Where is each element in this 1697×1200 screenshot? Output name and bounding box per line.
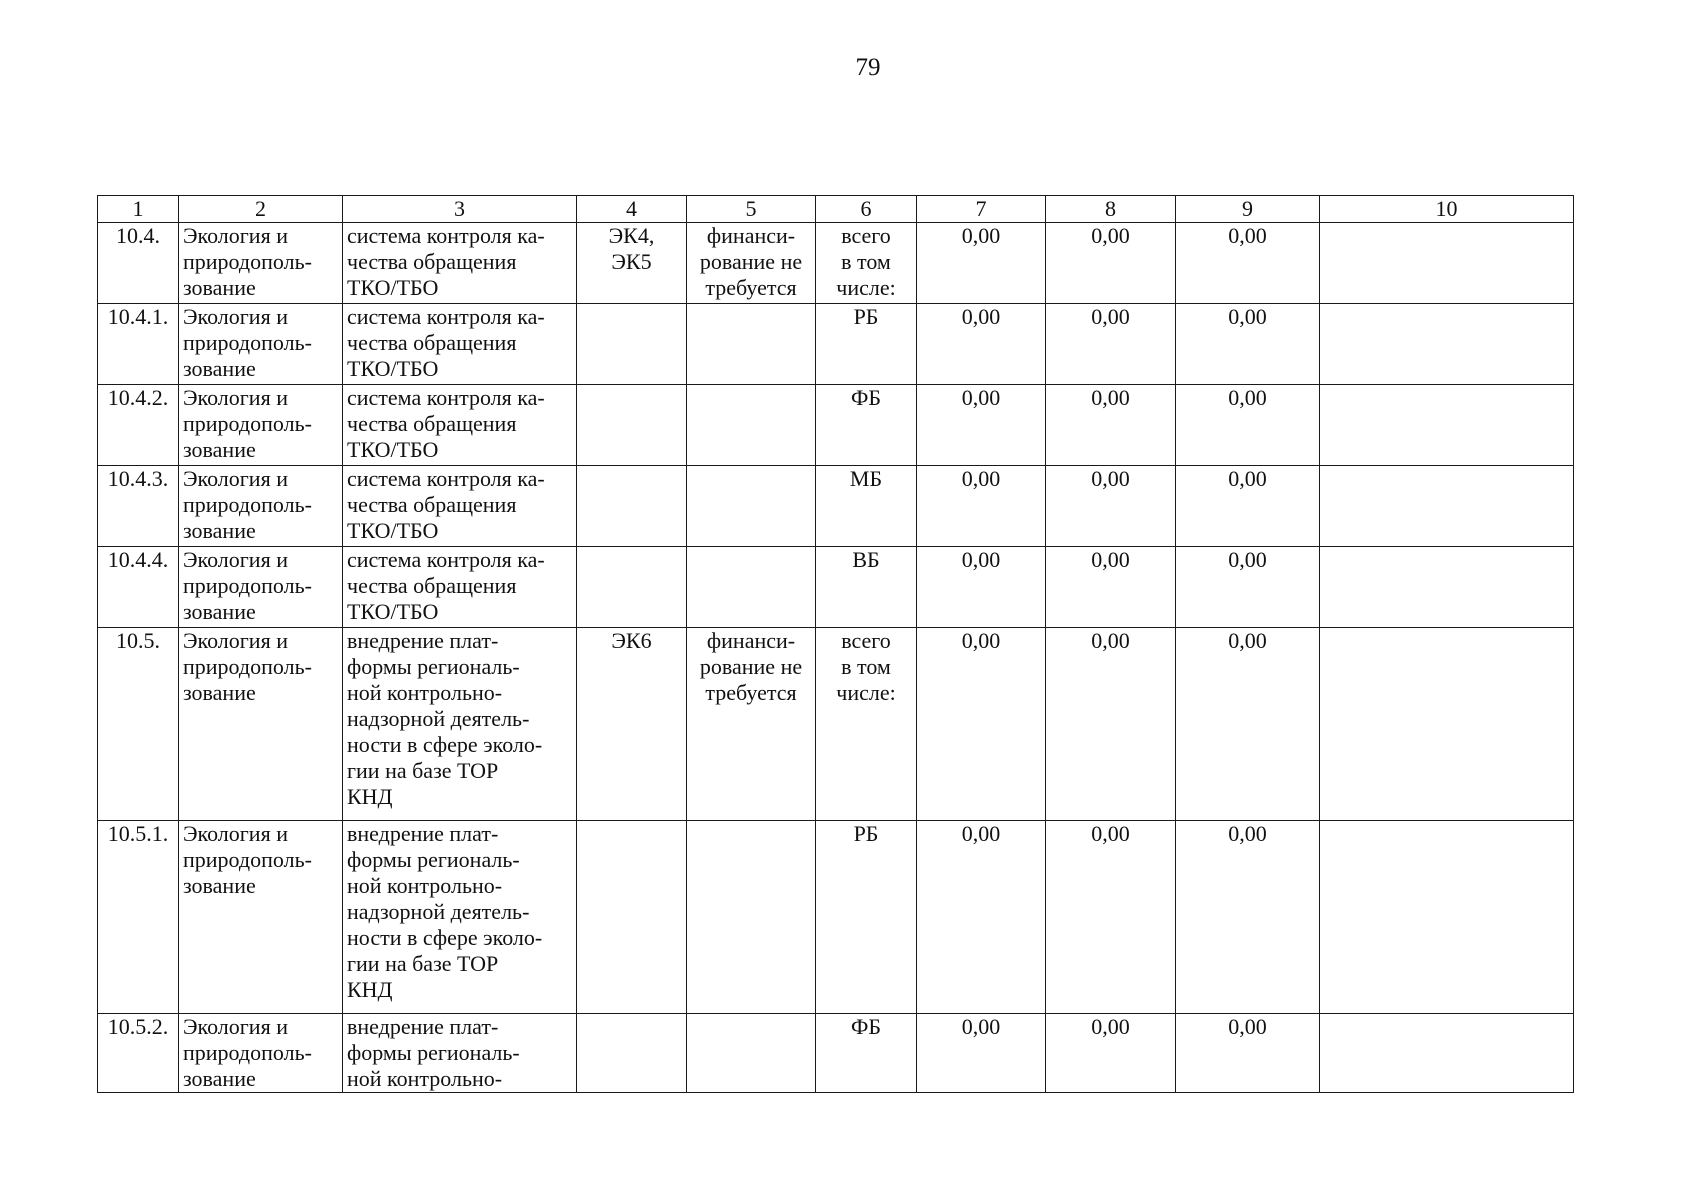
row-code (577, 547, 687, 628)
row-value-7: 0,00 (917, 821, 1046, 1014)
table-row (98, 223, 1574, 304)
row-value-7: 0,00 (917, 547, 1046, 628)
row-area: Экология и природополь- зование (179, 821, 343, 1014)
row-financing (687, 1014, 816, 1093)
row-number: 10.5. (98, 628, 179, 821)
row-value-8: 0,00 (1046, 1014, 1176, 1093)
row-measure: система контроля ка- чества обращения ТКО/ТБО (343, 304, 577, 385)
header-cell-2: 2 (179, 196, 343, 223)
row-area: Экология и природополь- зование (179, 385, 343, 466)
page-number: 79 (855, 54, 881, 81)
row-source: ФБ (816, 385, 917, 466)
table-row (98, 628, 1574, 821)
row-value-10 (1320, 304, 1574, 385)
header-cell-1: 1 (98, 196, 179, 223)
row-source: ВБ (816, 547, 917, 628)
row-source: РБ (816, 304, 917, 385)
row-area: Экология и природополь- зование (179, 628, 343, 821)
row-value-9: 0,00 (1176, 628, 1320, 821)
row-value-9: 0,00 (1176, 385, 1320, 466)
header-cell-5: 5 (687, 196, 816, 223)
row-value-8: 0,00 (1046, 821, 1176, 1014)
row-value-9: 0,00 (1176, 1014, 1320, 1093)
row-value-7: 0,00 (917, 628, 1046, 821)
row-measure: система контроля ка- чества обращения ТКО/ТБО (343, 385, 577, 466)
row-value-10 (1320, 1014, 1574, 1093)
row-number: 10.4. (98, 223, 179, 304)
header-cell-10: 10 (1320, 196, 1574, 223)
row-value-10 (1320, 223, 1574, 304)
row-measure: внедрение плат- формы региональ- ной контрольно- надзорной деятель- ности в сфере эколо- гии на базе ТОР КНД (343, 628, 577, 821)
row-code (577, 385, 687, 466)
row-area: Экология и природополь- зование (179, 304, 343, 385)
row-financing (687, 304, 816, 385)
row-value-10 (1320, 628, 1574, 821)
table-header-row (98, 196, 1574, 223)
row-value-10 (1320, 466, 1574, 547)
table-row (98, 385, 1574, 466)
table-row (98, 547, 1574, 628)
row-value-8: 0,00 (1046, 547, 1176, 628)
row-code (577, 304, 687, 385)
row-financing (687, 385, 816, 466)
row-value-10 (1320, 385, 1574, 466)
row-number: 10.4.3. (98, 466, 179, 547)
table-row (98, 466, 1574, 547)
row-number: 10.4.1. (98, 304, 179, 385)
row-code: ЭК6 (577, 628, 687, 821)
row-value-8: 0,00 (1046, 304, 1176, 385)
row-area: Экология и природополь- зование (179, 223, 343, 304)
table-row (98, 304, 1574, 385)
header-cell-9: 9 (1176, 196, 1320, 223)
budget-table (97, 195, 1574, 1093)
row-source: ФБ (816, 1014, 917, 1093)
header-cell-8: 8 (1046, 196, 1176, 223)
header-cell-4: 4 (577, 196, 687, 223)
row-financing (687, 821, 816, 1014)
row-measure: система контроля ка- чества обращения ТКО/ТБО (343, 223, 577, 304)
table-row (98, 1014, 1574, 1093)
row-financing: финанси- рование не требуется (687, 223, 816, 304)
row-value-7: 0,00 (917, 304, 1046, 385)
row-code: ЭК4, ЭК5 (577, 223, 687, 304)
row-value-9: 0,00 (1176, 304, 1320, 385)
row-code (577, 466, 687, 547)
row-value-7: 0,00 (917, 385, 1046, 466)
row-source: всего в том числе: (816, 223, 917, 304)
row-number: 10.5.1. (98, 821, 179, 1014)
row-number: 10.5.2. (98, 1014, 179, 1093)
header-cell-7: 7 (917, 196, 1046, 223)
row-financing (687, 466, 816, 547)
row-measure: внедрение плат- формы региональ- ной контрольно- (343, 1014, 577, 1093)
row-area: Экология и природополь- зование (179, 547, 343, 628)
row-number: 10.4.4. (98, 547, 179, 628)
row-financing: финанси- рование не требуется (687, 628, 816, 821)
row-measure: система контроля ка- чества обращения ТКО/ТБО (343, 547, 577, 628)
row-value-10 (1320, 821, 1574, 1014)
row-area: Экология и природополь- зование (179, 1014, 343, 1093)
header-cell-3: 3 (343, 196, 577, 223)
table-row (98, 821, 1574, 1014)
row-area: Экология и природополь- зование (179, 466, 343, 547)
row-value-7: 0,00 (917, 223, 1046, 304)
row-measure: внедрение плат- формы региональ- ной контрольно- надзорной деятель- ности в сфере эколо- гии на базе ТОР КНД (343, 821, 577, 1014)
row-source: РБ (816, 821, 917, 1014)
row-value-8: 0,00 (1046, 223, 1176, 304)
row-measure: система контроля ка- чества обращения ТКО/ТБО (343, 466, 577, 547)
row-source: всего в том числе: (816, 628, 917, 821)
row-value-9: 0,00 (1176, 466, 1320, 547)
row-code (577, 821, 687, 1014)
row-value-8: 0,00 (1046, 628, 1176, 821)
row-financing (687, 547, 816, 628)
row-value-7: 0,00 (917, 1014, 1046, 1093)
row-value-8: 0,00 (1046, 385, 1176, 466)
row-number: 10.4.2. (98, 385, 179, 466)
row-value-8: 0,00 (1046, 466, 1176, 547)
row-value-7: 0,00 (917, 466, 1046, 547)
row-source: МБ (816, 466, 917, 547)
row-value-10 (1320, 547, 1574, 628)
row-code (577, 1014, 687, 1093)
row-value-9: 0,00 (1176, 223, 1320, 304)
row-value-9: 0,00 (1176, 547, 1320, 628)
header-cell-6: 6 (816, 196, 917, 223)
row-value-9: 0,00 (1176, 821, 1320, 1014)
